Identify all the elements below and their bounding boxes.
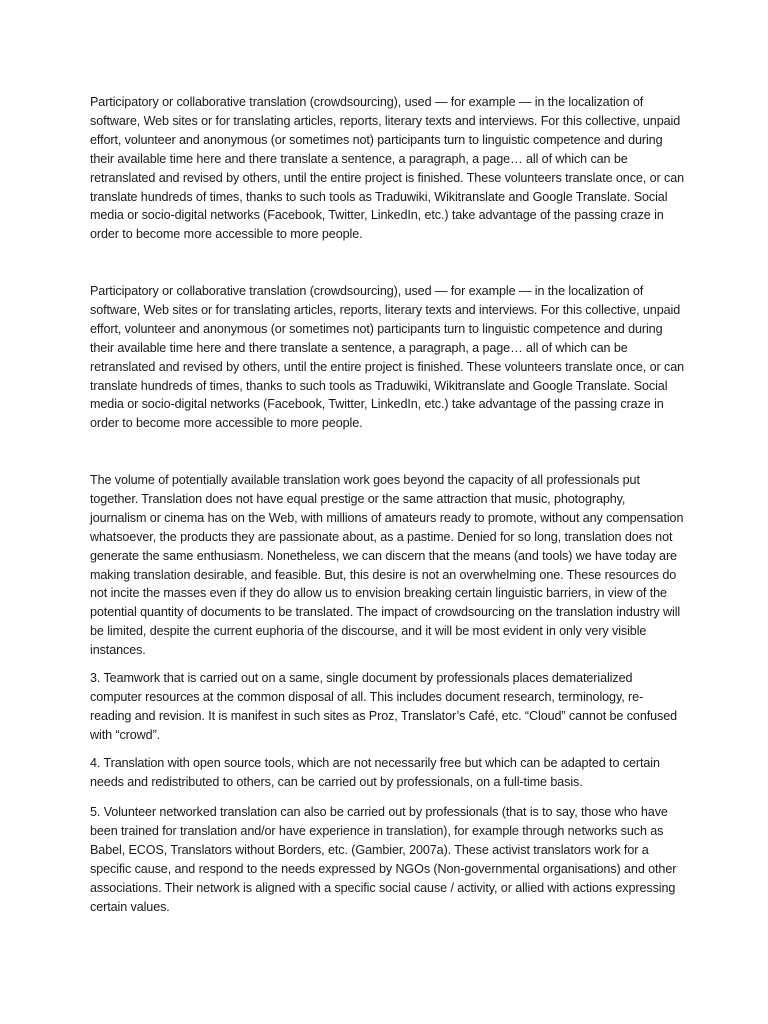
paragraph-crowdsourcing-1: Participatory or collaborative translation (crowdsourcing), used — for example — in the localization of software, Web sites or for translating articles, reports, literary texts and interviews. For this collective, unpaid effort, volunteer and anonymous (or sometimes not) participants turn to linguistic competence and during their available time here and there translate a sentence, a paragraph, a page… all of which can be retranslated and revised by others, until the entire project is finished. These volunteers translate once, or can translate hundreds of times, thanks to such tools as Traduwiki, Wikitranslate and Google Translate. Social media or socio-digital networks (Facebook, Twitter, LinkedIn, etc.) take advantage of the passing craze in order to become more accessible to more people. [90, 95, 685, 242]
paragraph-translation-volume: The volume of potentially available translation work goes beyond the capacity of all professionals put together. Translation does not have equal prestige or the same attraction that music, photography, journalism or cinema has on the Web, with millions of amateurs ready to promote, without any compensation whatsoever, the products they are passionate about, as a pastime. Denied for so long, translation does not generate the same enthusiasm. Nonetheless, we can discern that the means (and tools) we have today are making translation desirable, and feasible. But, this desire is not an overwhelming one. These resources do not incite the masses even if they do allow us to envision breaking certain linguistic barriers, in view of the potential quantity of documents to be translated. The impact of crowdsourcing on the translation industry will be limited, despite the current euphoria of the discourse, and it will be most evident in only very visible instances. [90, 473, 684, 658]
paragraph-teamwork: 3. Teamwork that is carried out on a same, single document by professionals places dematerialized computer resources at the common disposal of all. This includes document research, terminology, re-reading and revision. It is manifest in such sites as Proz, Translator’s Café, etc. “Cloud” cannot be confused with “crowd”. [90, 671, 678, 742]
paragraph-crowdsourcing-2: Participatory or collaborative translation (crowdsourcing), used — for example — in the localization of software, Web sites or for translating articles, reports, literary texts and interviews. For this collective, unpaid effort, volunteer and anonymous (or sometimes not) participants turn to linguistic competence and during their available time here and there translate a sentence, a paragraph, a page… all of which can be retranslated and revised by others, until the entire project is finished. These volunteers translate once, or can translate hundreds of times, thanks to such tools as Traduwiki, Wikitranslate and Google Translate. Social media or socio-digital networks (Facebook, Twitter, LinkedIn, etc.) take advantage of the passing craze in order to become more accessible to more people. [90, 284, 685, 431]
paragraph-volunteer-network: 5. Volunteer networked translation can also be carried out by professionals (that is to say, those who have been trained for translation and/or have experience in translation), for example through networks such as Babel, ECOS, Translators without Borders, etc. (Gambier, 2007a). These activist translators work for a specific cause, and respond to the needs expressed by NGOs (Non-governmental organisations) and other associations. Their network is aligned with a specific social cause / activity, or allied with actions expressing certain values. [90, 805, 677, 914]
paragraph-open-source: 4. Translation with open source tools, which are not necessarily free but which can be adapted to certain needs and redistributed to others, can be carried out by professionals, on a full-time basis. [90, 756, 660, 789]
